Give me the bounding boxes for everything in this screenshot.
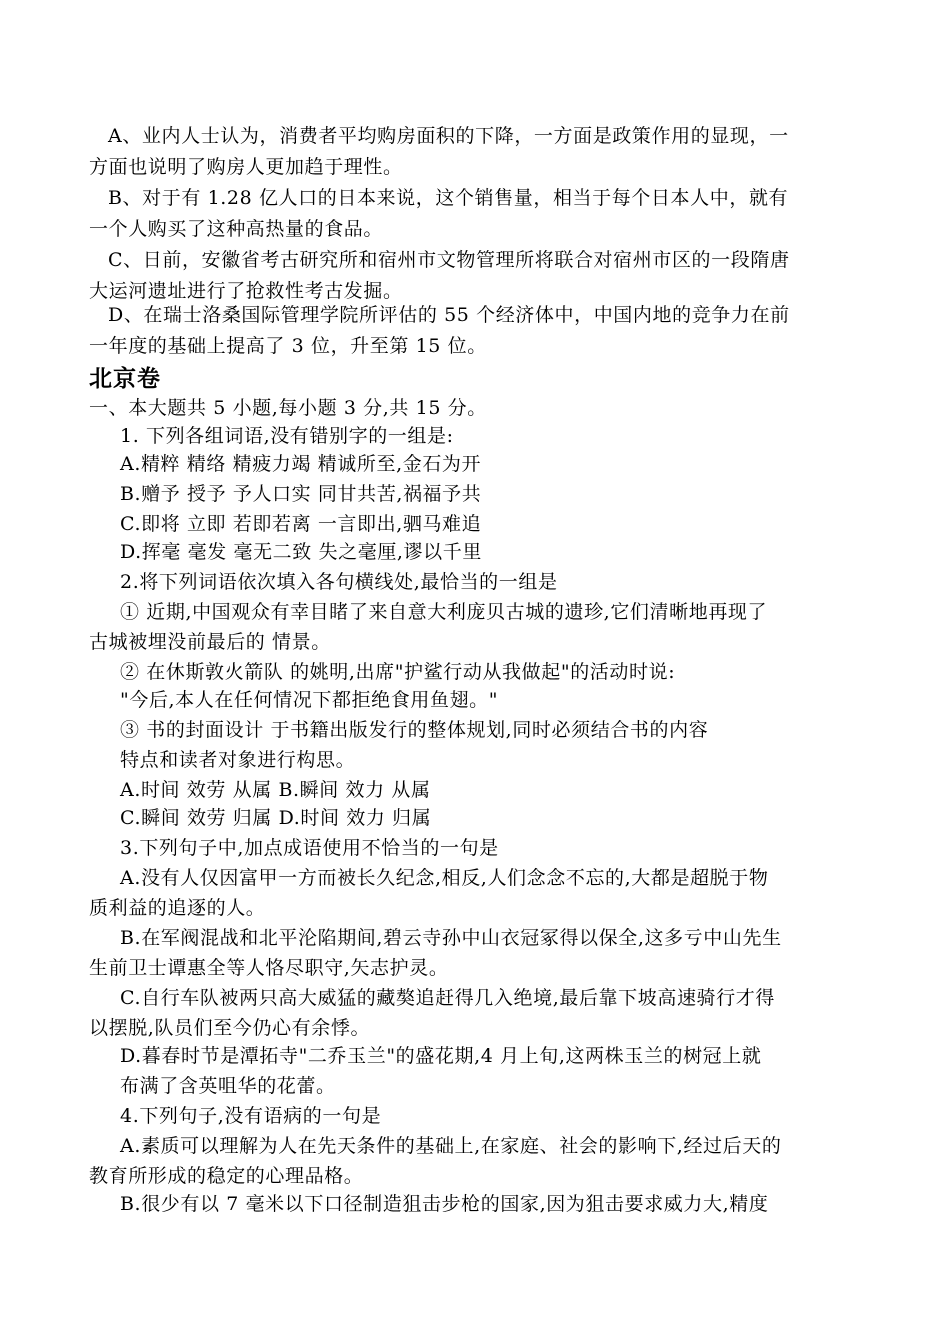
q1-option-d: D.挥毫 毫发 毫无二致 失之毫厘,谬以千里	[120, 541, 482, 563]
option-c-line-1: C、日前，安徽省考古研究所和宿州市文物管理所将联合对宿州市区的一段隋唐	[108, 249, 790, 271]
option-b-line-1: B、对于有 1.28 亿人口的日本来说，这个销售量，相当于每个日本人中，就有	[108, 187, 789, 209]
q3-option-d-line-2: 布满了含英咀华的花蕾。	[120, 1075, 336, 1097]
q3-option-d-line-1: D.暮春时节是潭拓寺"二乔玉兰"的盛花期,4 月上旬,这两株玉兰的树冠上就	[120, 1045, 762, 1067]
section-intro: 一、本大题共 5 小题,每小题 3 分,共 15 分。	[89, 397, 487, 419]
option-d-line-2: 一年度的基础上提高了 3 位，升至第 15 位。	[89, 335, 487, 357]
q4-option-a-line-1: A.素质可以理解为人在先天条件的基础上,在家庭、社会的影响下,经过后天的	[120, 1135, 782, 1157]
q3-option-a-line-2: 质利益的追逐的人。	[89, 897, 266, 919]
q2-options-line-2: C.瞬间 效劳 归属 D.时间 效力 归属	[120, 807, 432, 829]
option-b-line-2: 一个人购买了这种高热量的食品。	[89, 218, 384, 240]
q1-option-b: B.赠予 授予 予人口实 同甘共苦,祸福予共	[120, 483, 482, 505]
q2-sentence-1-line-2: 古城被埋没前最后的 情景。	[89, 631, 331, 653]
option-a-line-1: A、业内人士认为，消费者平均购房面积的下降，一方面是政策作用的显现，一	[108, 125, 789, 147]
q1-option-a: A.精粹 精络 精疲力竭 精诚所至,金石为开	[120, 453, 482, 475]
q3-option-c-line-1: C.自行车队被两只高大威猛的藏獒追赶得几入绝境,最后靠下坡高速骑行才得	[120, 987, 775, 1009]
q3-option-c-line-2: 以摆脱,队员们至今仍心有余悸。	[89, 1017, 371, 1039]
q2-stem: 2.将下列词语依次填入各句横线处,最恰当的一组是	[120, 571, 558, 593]
option-c-line-2: 大运河遗址进行了抢救性考古发掘。	[89, 280, 403, 302]
q3-option-b-line-2: 生前卫士谭惠全等人恪尽职守,矢志护灵。	[89, 957, 449, 979]
q4-option-b-line-1: B.很少有以 7 毫米以下口径制造狙击步枪的国家,因为狙击要求威力大,精度	[120, 1193, 769, 1215]
option-d-line-1: D、在瑞士洛桑国际管理学院所评估的 55 个经济体中，中国内地的竞争力在前	[108, 304, 790, 326]
option-a-line-2: 方面也说明了购房人更加趋于理性。	[89, 156, 403, 178]
q2-sentence-1-line-1: ① 近期,中国观众有幸目睹了来自意大利庞贝古城的遗珍,它们清晰地再现了	[120, 601, 768, 623]
q2-sentence-3-line-1: ③ 书的封面设计 于书籍出版发行的整体规划,同时必须结合书的内容	[120, 719, 709, 741]
q4-stem: 4.下列句子,没有语病的一句是	[120, 1105, 382, 1127]
q2-sentence-3-line-2: 特点和读者对象进行构思。	[120, 749, 356, 771]
q3-option-a-line-1: A.没有人仅因富甲一方而被长久纪念,相反,人们念念不忘的,大都是超脱于物	[120, 867, 769, 889]
q2-sentence-2-line-2: "今后,本人在任何情况下都拒绝食用鱼翅。"	[120, 689, 499, 711]
q4-option-a-line-2: 教育所形成的稳定的心理品格。	[89, 1165, 364, 1187]
q2-options-line-1: A.时间 效劳 从属 B.瞬间 效力 从属	[120, 779, 431, 801]
q2-sentence-2-line-1: ② 在休斯敦火箭队 的姚明,出席"护鲨行动从我做起"的活动时说:	[120, 661, 676, 683]
q1-option-c: C.即将 立即 若即若离 一言即出,驷马难追	[120, 513, 482, 535]
section-heading: 北京卷	[89, 366, 161, 392]
q1-stem: 1. 下列各组词语,没有错别字的一组是:	[120, 425, 454, 447]
q3-stem: 3.下列句子中,加点成语使用不恰当的一句是	[120, 837, 499, 859]
q3-option-b-line-1: B.在军阀混战和北平沦陷期间,碧云寺孙中山衣冠冢得以保全,这多亏中山先生	[120, 927, 782, 949]
